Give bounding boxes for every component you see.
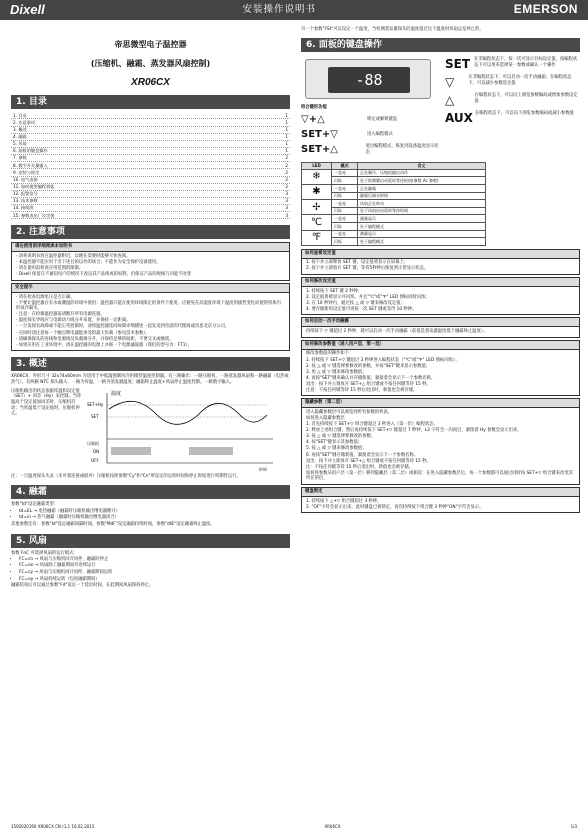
fan-paragraph: 融霜结束后可以通过参数"Fd"设定一个延迟时间，在此期间风扇保持停止。 xyxy=(11,583,154,589)
led-icon: ✢ xyxy=(302,200,332,215)
fan-list-item: • FC=on → 风扇除了融霜期间外连续运行 xyxy=(19,563,290,569)
procedure-line: 5. 按 △ 或 ▽ 键来修改参数值； xyxy=(306,446,367,452)
toc-item-page: 1 xyxy=(285,141,288,147)
led-mode: 一直亮 xyxy=(332,169,358,177)
procedure-line: 如何将参数从用户层（第一层）移到隐藏层（第二层）或相反：在进入隐藏参数层后，每一个参数都可以通过同时按 SET+▽ 组合键来改变其所在的层。 xyxy=(306,470,573,482)
diagram-x-label: 时间 xyxy=(259,466,267,471)
procedure-boxes xyxy=(301,249,580,514)
notes-line: · 本温控器不能应用于非下述目的以外的场合；不能作为安全保护设备使用。 xyxy=(16,260,161,266)
procedure-line: 如何进入隐藏参数层 xyxy=(306,416,345,422)
procedure-box xyxy=(301,317,580,337)
procedure-line: 3. 用 △ 或 ▽ 键来修改参数值； xyxy=(306,369,367,375)
procedure-line: 2. 设定值将被显示并闪烁，并且"℃"或"℉" LED 图标同时闪烁； xyxy=(306,294,430,300)
key-symbol-icon: AUX xyxy=(445,110,473,125)
led-meaning: 处于风扇启动延时等待时间 xyxy=(358,207,486,215)
procedure-line: 注：不按任何键等待 15 秒后退出时，新值也会被存储。 xyxy=(306,464,414,470)
led-icon: ❄ xyxy=(302,169,332,184)
procedure-box xyxy=(301,340,580,397)
compressor-cycle-diagram xyxy=(87,389,277,471)
toc-item-page: 2 xyxy=(285,169,288,175)
procedure-box-body xyxy=(302,350,579,396)
procedure-line: 修改参数值的操作如下： xyxy=(306,351,354,357)
safety-line: · 温度探头导线应与电源动力线分开布置，并保持一定距离。 xyxy=(16,318,131,324)
led-icon: ℃ xyxy=(302,215,332,230)
procedure-line: 持续按下 ▽ 键超过 2 秒钟，就可以启动一次手动融霜（前提是蒸发器温度低于融霜终止温度）。 xyxy=(306,329,488,335)
toc-item-page: 3 xyxy=(285,205,288,211)
combo-description: 退出编程模式，恢复到设备温度显示状态 xyxy=(365,144,439,155)
combo-row xyxy=(301,128,441,141)
procedure-line: 注意：不按任何键等待 15 秒后退出时，新值也会被存储。 xyxy=(306,387,418,393)
toc-item-page: 1 xyxy=(285,126,288,132)
defrost-list xyxy=(11,509,290,521)
key-description: 在非编程状态下，按一次可显示目标设定值，按编程状态下可以用来选择某一参数或确认一个操作 xyxy=(474,57,578,68)
toc-item xyxy=(11,141,290,148)
safety-line: · 一旦发现有故障或不能正常控制时，请将温控器连同故障详细描述一起发送到帝思的代理商或帝思北京分公司。 xyxy=(16,324,230,330)
procedure-box-body xyxy=(302,327,579,336)
toc-item xyxy=(11,184,290,191)
key-symbol-icon: △ xyxy=(445,92,455,107)
led-meaning: 融霜后滴水时间 xyxy=(358,192,486,200)
led-table-header: LED xyxy=(302,162,332,169)
controller-front-panel xyxy=(305,59,431,99)
combo-keys: SET+▽ xyxy=(301,129,338,141)
combo-keys: ▽+△ xyxy=(301,113,325,125)
procedure-box-title: 如何查看设定值 xyxy=(302,250,579,259)
procedure-line: 2. 释放上述组合键，然后再持续按下 SET+▽ 键超过 7 秒钟，L2 字符会一闪而过，紧接着 Hy 参数会显示出来。 xyxy=(306,428,522,434)
led-mode: 闪烁 xyxy=(332,192,358,200)
notes-box-safety xyxy=(11,283,290,351)
toc-item-label: 7. 参数 xyxy=(13,155,27,161)
combo-description: 锁定或解锁键盘 xyxy=(367,116,398,122)
footer-page-number: 1/3 xyxy=(570,823,577,829)
procedure-box-title: 键盘锁定 xyxy=(302,488,579,497)
procedure-box xyxy=(301,487,580,513)
procedure-box-body xyxy=(302,408,579,484)
diagram-comp-label: 压缩机 xyxy=(87,440,99,446)
defrost-paragraph: 其他参数还有：参数"Id"设定融霜间隔时间，参数"MdF"设定融霜持续时间，参数"dtE"设定融霜终止温度。 xyxy=(11,521,215,527)
section-header-overview: 3. 概述 xyxy=(11,357,290,371)
led-icon: ℉ xyxy=(302,230,332,245)
fan-list xyxy=(11,557,290,583)
toc-item-label: 3. 概述 xyxy=(13,126,27,132)
led-mode: 闪烁 xyxy=(332,222,358,230)
keypad-overview xyxy=(301,55,580,158)
footer-doc-code: 1592020160 XR06CX CN r1.1 16.02.2015 xyxy=(11,823,95,829)
led-meaning: 测量显示 xyxy=(358,215,486,223)
toc-item-page: 1 xyxy=(285,112,288,118)
toc-item xyxy=(11,119,290,126)
toc-item-label: 11. 如何使用编程钥匙 xyxy=(13,183,55,189)
toc-item-label: 4. 融霜 xyxy=(13,134,27,139)
toc-item-label: 10. 电气连接 xyxy=(13,176,38,182)
notes-box-read xyxy=(11,242,290,280)
toc-item xyxy=(11,177,290,184)
section-header-keypad: 6. 面板的键盘操作 xyxy=(301,38,580,52)
fan-list-item: • FC=cy → 风扇与压缩机同开同停，融霜期间运转 xyxy=(19,570,290,576)
safety-line: · 应同时请注意每一个触点继电器能承受的最大负载（参见技术参数）。 xyxy=(16,330,150,336)
document-title xyxy=(11,40,290,89)
procedure-box-body xyxy=(302,497,579,513)
toc-item xyxy=(11,134,290,141)
toc-item-label: 12. 报警信号 xyxy=(13,191,38,197)
toc-item-label: 9. 安装与固定 xyxy=(13,169,40,175)
led-mode: 一直亮 xyxy=(332,230,358,238)
procedure-line: 4. 再按"SET"键来确认并存储新值，紧接着会显示下一个参数名称。 xyxy=(306,375,436,381)
procedure-line: 2. 按 △ 或 ▽ 键选择要修改的参数，并按"SET"键来显示参数值； xyxy=(306,363,431,369)
right-column xyxy=(301,26,580,515)
toc-item-page: 2 xyxy=(285,162,288,168)
diagram-y-label: 温度 xyxy=(111,390,122,397)
led-table-row xyxy=(302,230,486,238)
page-footer xyxy=(11,824,577,829)
led-meaning: 处于防频繁启动延时等待时间(参数 Ac 参数) xyxy=(358,177,486,185)
procedure-line: 1. 首先持续按下 SET+▽ 组合键超过 3 秒进入（第一层）编程状态； xyxy=(306,422,438,428)
diagram-on-label: ON xyxy=(93,448,100,454)
footer-model: XR06CX xyxy=(324,823,341,829)
procedure-line: 进入隐藏参数层可以浏览到所有参数的列表。 xyxy=(306,410,392,416)
notes-box-read-title: 请在使用前详细阅读本说明书 xyxy=(12,243,289,252)
procedure-box-body xyxy=(302,287,579,315)
safety-line: · 请在检查电源电压是否正确。 xyxy=(16,294,75,300)
key-row xyxy=(445,75,580,91)
keypad-image-block xyxy=(301,55,441,158)
procedure-line: 1. 持续按下 △+▽ 组合键超过 3 秒钟。 xyxy=(306,498,382,504)
dixell-logo: Dixell xyxy=(10,2,45,18)
toc-item-page: 3 xyxy=(285,212,288,218)
title-line-1: 帝思微型电子温控器 xyxy=(114,40,187,49)
key-description: 在编程状态下，可以向上浏览参数编码或增加参数设定值 xyxy=(474,92,578,104)
compressor-diagram-block xyxy=(11,389,290,471)
led-table-row xyxy=(302,169,486,177)
combo-description: 进入编程模式 xyxy=(367,131,393,137)
notes-box-safety-body xyxy=(12,293,289,351)
procedure-line: 3. 在 10 秒钟内，通过按 △ 或 ▽ 键来修改设定值； xyxy=(306,300,405,306)
led-mode: 一直亮 xyxy=(332,200,358,208)
procedure-box xyxy=(301,277,580,315)
fan-list-item: • FC=oy → 风扇持续运转（包括融霜期间） xyxy=(19,577,290,583)
led-meaning: 处于编程模式 xyxy=(358,222,486,230)
procedure-line: 3. 按 △ 或 ▽ 键选择要修改的参数； xyxy=(306,434,376,440)
key-function-list xyxy=(445,55,580,158)
toc-item-page: 3 xyxy=(285,191,288,197)
title-line-2: (压缩机、融霜、蒸发器风扇控制) xyxy=(90,58,211,68)
toc-item-label: 6. 面板的键盘操作 xyxy=(13,148,48,154)
led-meaning: 正在制冷，压缩机输出动作 xyxy=(358,169,486,177)
procedure-line: 4. 按"SET"键显示其参数值； xyxy=(306,440,363,446)
toc-item xyxy=(11,112,290,119)
combo-list xyxy=(301,113,441,157)
led-meaning: 处于编程模式 xyxy=(358,238,486,246)
toc-item-label: 8. 数字开关量输入 xyxy=(13,162,48,168)
toc-item xyxy=(11,169,290,176)
safety-line: · 如果应用在工业环境中，请在温控器的电源上并联一个电源滤波器（我们的型号为：FT1）。 xyxy=(16,342,192,348)
key-symbol-icon: ▽ xyxy=(445,75,455,90)
toc-item-page: 2 xyxy=(285,176,288,182)
led-table xyxy=(301,162,486,246)
toc-item-page: 2 xyxy=(285,155,288,161)
section-header-notes: 2. 注意事项 xyxy=(11,225,290,239)
led-mode: 闪烁 xyxy=(332,207,358,215)
led-mode: 一直亮 xyxy=(332,184,358,192)
led-mode: 闪烁 xyxy=(332,238,358,246)
led-meaning: 测量显示 xyxy=(358,230,486,238)
led-table-row xyxy=(302,184,486,192)
toc-item-label: 15. 参数表出厂设定值 xyxy=(13,212,55,218)
toc-item-label: 1. 目录 xyxy=(13,112,27,118)
table-of-contents xyxy=(11,112,290,219)
left-column xyxy=(11,26,290,590)
led-meaning: 正在融霜 xyxy=(358,184,486,192)
defrost-list-item: • td=EL → 电热融霜（融霜时压缩机输出继电器断开） xyxy=(19,509,290,515)
diagram-off-label: OFF xyxy=(91,457,99,463)
procedure-box-title: 如何启动一次手动融霜 xyxy=(302,318,579,327)
procedure-box-title: 如何修改参数值（进入用户层，第一层） xyxy=(302,341,579,350)
toc-item-label: 13. 技术参数 xyxy=(13,198,38,204)
safety-line: · 请确保探头的连线和电源线及负载端分开，并保持足够的间距，不要交叉或缠绕。 xyxy=(16,336,174,342)
notes-box-read-body xyxy=(12,252,289,280)
procedure-box-title: 如何修改设定值 xyxy=(302,278,579,287)
diagram-set-label: SET xyxy=(91,413,99,419)
section-header-defrost: 4. 融霜 xyxy=(11,485,290,499)
toc-item xyxy=(11,155,290,162)
notes-line: · 请在使用前检查应用范围的限制。 xyxy=(16,266,84,272)
led-table-row xyxy=(302,200,486,208)
procedure-line: 1. 按下并立即释放 SET 键，设定值将显示在屏幕上； xyxy=(306,260,409,266)
toc-item-page: 1 xyxy=(285,134,288,139)
key-description: 在编程状态下，可以向下浏览参数编码或减小参数值 xyxy=(475,110,574,116)
toc-item xyxy=(11,127,290,134)
notes-line: · Dixell 保留在不通知用户的情况下改良其产品组成的权利，但保证产品的规格与功能不改变 xyxy=(16,272,192,278)
procedure-line: 退出：按下并立即放开 SET+△ 组合键或不按任何键等待 15 秒。 xyxy=(306,458,431,464)
procedure-box-title: 隐藏参数（第二层） xyxy=(302,399,579,408)
overview-paragraph: XR06CX，外形尺寸 32x74x60mm 为适用于中低温强制风冷的微型温度控制器。有三路输出：一路压缩机、一路蒸发器风扇和一路融霜（电热或热气）。有两路 NTC 探头输入：一路为库温，一路为蒸发器温度；融霜终止温度+风扇停止温度控制。一路数字输入。 xyxy=(11,374,289,385)
keypad-top-note: 另一个参数"FSt"可以设定一个温度，当检测蒸发器探头的温度超过这个温度时风扇总是停止的。 xyxy=(301,26,484,32)
overview-note: 注：一旦温度探头失灵（未可靠连接或损坏）压缩机按照参数"Cy"和"Cn"所设定的运转时间和停止时间进行周期性运行。 xyxy=(11,473,241,479)
notes-line: · 请将说明书放在温控器附近，以便在需要时能够尽快查阅。 xyxy=(16,254,131,260)
combo-keys: SET+△ xyxy=(301,144,338,156)
procedure-line: 2. "OF"字符会显示出来，此时键盘已被锁定，再次持续按下组合键 3 秒钟"ON"字符会显示。 xyxy=(306,504,484,510)
led-meaning: 风扇正在转动 xyxy=(358,200,486,208)
procedure-line: 1. 持续按下 SET+▽ 键超过 3 秒钟进入编程状态（"℃"或"℉" LED 图标闪烁）； xyxy=(306,357,460,363)
emerson-logo: EMERSON xyxy=(513,2,578,17)
procedure-box-body xyxy=(302,259,579,275)
toc-item xyxy=(11,191,290,198)
toc-item-label: 5. 风扇 xyxy=(13,141,27,147)
toc-item xyxy=(11,148,290,155)
led-table-header: 含义 xyxy=(358,162,486,169)
key-description: 在非编程状态下，可以启动一次手动融霜；在编程状态下，可以减少参数设定值 xyxy=(468,75,572,86)
procedure-line: 2. 按下并立即放开 SET 键，等待5秒钟后恢复到正常显示状态。 xyxy=(306,266,429,272)
toc-item xyxy=(11,198,290,205)
safety-line: · 注意：在检修温控器前请断开所有电源连接。 xyxy=(16,312,105,318)
key-row xyxy=(445,57,580,73)
diagram-set-hy-label: SET+Hy xyxy=(87,401,104,407)
notes-box-safety-title: 安全提示 xyxy=(12,284,289,293)
procedure-line: 退出：按下并立刻放开 SET+△ 组合键或不按任何键等待 15 秒。 xyxy=(306,381,431,387)
section-header-toc: 1. 目录 xyxy=(11,95,290,109)
toc-item-label: 2. 注意事项 xyxy=(13,119,36,125)
key-symbol-icon: SET xyxy=(445,57,471,72)
procedure-line: 1. 持续按下 SET 键 2 秒钟； xyxy=(306,288,363,294)
header-bar xyxy=(0,0,588,20)
defrost-intro: 参数"td"设定融霜类型： xyxy=(11,502,59,508)
toc-item-page: 2 xyxy=(285,183,288,189)
fan-intro: 参数 FnC 可选择风扇的运行模式： xyxy=(11,550,78,556)
key-row xyxy=(445,93,580,109)
model-name: XR06CX xyxy=(131,77,170,89)
combo-row xyxy=(301,113,441,126)
safety-line: · 不要让温控器在有水或潮湿的环境中使用；温控器只能在使用环境限定的条件下使用，应避免在高湿度环境下温度的剧烈变化而使得机体内形成冷凝水。 xyxy=(16,300,281,312)
procedure-box xyxy=(301,398,580,485)
diagram-description: 压缩机输出的状态依据库温和设定值（SET）+ 回差（Hy）来控制。当库温高于设定值加回差时，压缩机启动；当库温低于设定值时，压缩机停止。 xyxy=(11,388,82,417)
led-mode: 一直亮 xyxy=(332,215,358,223)
fan-list-item: • FC=cn → 风扇与压缩机同开同停，融霜时停止 xyxy=(19,557,290,563)
led-icon: ✱ xyxy=(302,184,332,199)
defrost-list-item: • td=in → 热气融霜（融霜时压缩机输出继电器闭合） xyxy=(19,515,290,521)
section-header-fan: 5. 风扇 xyxy=(11,534,290,548)
controller-display: -88 xyxy=(328,67,410,93)
toc-item-page: 1 xyxy=(285,119,288,125)
led-table-header: 模式 xyxy=(332,162,358,169)
procedure-line: 6. 再按"SET"键存储新值，紧接着会显示下一个参数名称。 xyxy=(306,452,419,458)
led-table-row xyxy=(302,215,486,223)
toc-item-label: 14. 接线图 xyxy=(13,205,34,211)
header-title: 安装操作说明书 xyxy=(242,3,316,15)
toc-item xyxy=(11,162,290,169)
toc-item-page: 1 xyxy=(285,148,288,154)
toc-item xyxy=(11,205,290,212)
toc-item-page: 3 xyxy=(285,198,288,204)
procedure-line: 4. 要存储新的设定值可再按一次 SET 键或等待 10 秒钟。 xyxy=(306,306,417,312)
key-row xyxy=(445,111,580,127)
procedure-box xyxy=(301,249,580,275)
combo-row xyxy=(301,143,441,156)
toc-item xyxy=(11,212,290,219)
led-mode: 闪烁 xyxy=(332,177,358,185)
combos-title: 组合键的功能 xyxy=(301,105,327,111)
